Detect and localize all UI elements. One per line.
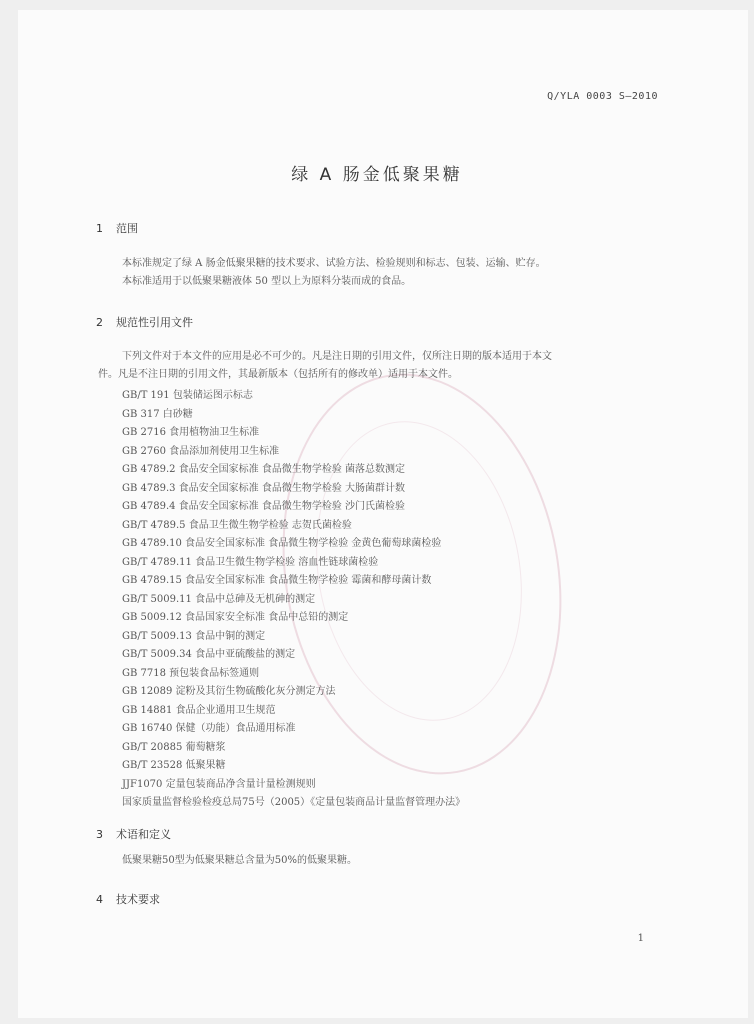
reference-item: GB 2716 食用植物油卫生标准 — [122, 427, 260, 438]
references-intro-line-2: 件。凡是不注日期的引用文件，其最新版本（包括所有的修改单）适用于本文件。 — [98, 369, 458, 380]
section-title: 术语和定义 — [116, 828, 171, 841]
terms-paragraph: 低聚果糖50型为低聚果糖总含量为50%的低聚果糖。 — [122, 855, 357, 866]
reference-item: GB 2760 食品添加剂使用卫生标准 — [122, 445, 280, 457]
reference-item: GB 4789.10 食品安全国家标准 食品微生物学检验 金黄色葡萄球菌检验 — [122, 538, 442, 549]
section-heading-terms — [96, 826, 171, 842]
section-number: 4 — [96, 893, 103, 906]
reference-item: GB/T 23528 低聚果糖 — [122, 760, 226, 771]
section-title: 规范性引用文件 — [116, 316, 193, 329]
reference-item: GB 7718 预包装食品标签通则 — [122, 667, 260, 679]
reference-list — [122, 387, 465, 813]
section-number: 2 — [96, 316, 103, 329]
reference-item: GB/T 5009.13 食品中铜的测定 — [122, 630, 266, 642]
reference-item: GB/T 5009.34 食品中亚硫酸盐的测定 — [122, 649, 296, 660]
section-title: 技术要求 — [116, 893, 160, 906]
reference-item: GB/T 4789.11 食品卫生微生物学检验 溶血性链球菌检验 — [122, 556, 379, 568]
reference-item: GB 4789.4 食品安全国家标准 食品微生物学检验 沙门氏菌检验 — [122, 501, 406, 512]
section-heading-normative-references — [96, 314, 193, 330]
page-number: 1 — [637, 933, 644, 944]
reference-item: GB 4789.2 食品安全国家标准 食品微生物学检验 菌落总数测定 — [122, 464, 406, 475]
references-intro-line-1: 下列文件对于本文件的应用是必不可少的。凡是注日期的引用文件，仅所注日期的版本适用于本文 — [122, 351, 552, 362]
reference-item: GB 4789.3 食品安全国家标准 食品微生物学检验 大肠菌群计数 — [122, 482, 406, 494]
reference-item: GB 5009.12 食品国家安全标准 食品中总铅的测定 — [122, 612, 349, 623]
reference-item: GB 317 白砂糖 — [122, 408, 193, 420]
reference-item: JJF1070 定量包装商品净含量计量检测规则 — [122, 778, 316, 790]
standard-code: Q/YLA 0003 S—2010 — [547, 91, 658, 102]
reference-item: GB 14881 食品企业通用卫生规范 — [122, 704, 276, 716]
section-number: 3 — [96, 828, 103, 841]
section-heading-scope — [96, 220, 138, 236]
reference-item: GB 4789.15 食品安全国家标准 食品微生物学检验 霉菌和酵母菌计数 — [122, 575, 432, 586]
reference-item: GB/T 20885 葡萄糖浆 — [122, 741, 226, 753]
reference-item: GB 16740 保健（功能）食品通用标准 — [122, 723, 296, 734]
reference-item: GB/T 5009.11 食品中总砷及无机砷的测定 — [122, 593, 316, 605]
reference-item: GB/T 4789.5 食品卫生微生物学检验 志贺氏菌检验 — [122, 519, 352, 531]
scope-paragraph-1: 本标准规定了绿 A 肠金低聚果糖的技术要求、试验方法、检验规则和标志、包装、运输、贮存。 — [122, 258, 546, 269]
reference-item: GB/T 191 包装储运图示标志 — [122, 390, 253, 401]
scope-paragraph-2: 本标准适用于以低聚果糖液体 50 型以上为原料分装而成的食品。 — [122, 276, 412, 287]
reference-item: 国家质量监督检验检疫总局75号（2005）《定量包装商品计量监督管理办法》 — [122, 797, 466, 808]
reference-item: GB 12089 淀粉及其衍生物硫酸化灰分测定方法 — [122, 686, 336, 697]
document-title: 绿 A 肠金低聚果糖 — [291, 165, 463, 185]
section-heading-technical-requirements — [96, 891, 160, 907]
section-title: 范围 — [116, 222, 138, 235]
section-number: 1 — [96, 222, 103, 235]
